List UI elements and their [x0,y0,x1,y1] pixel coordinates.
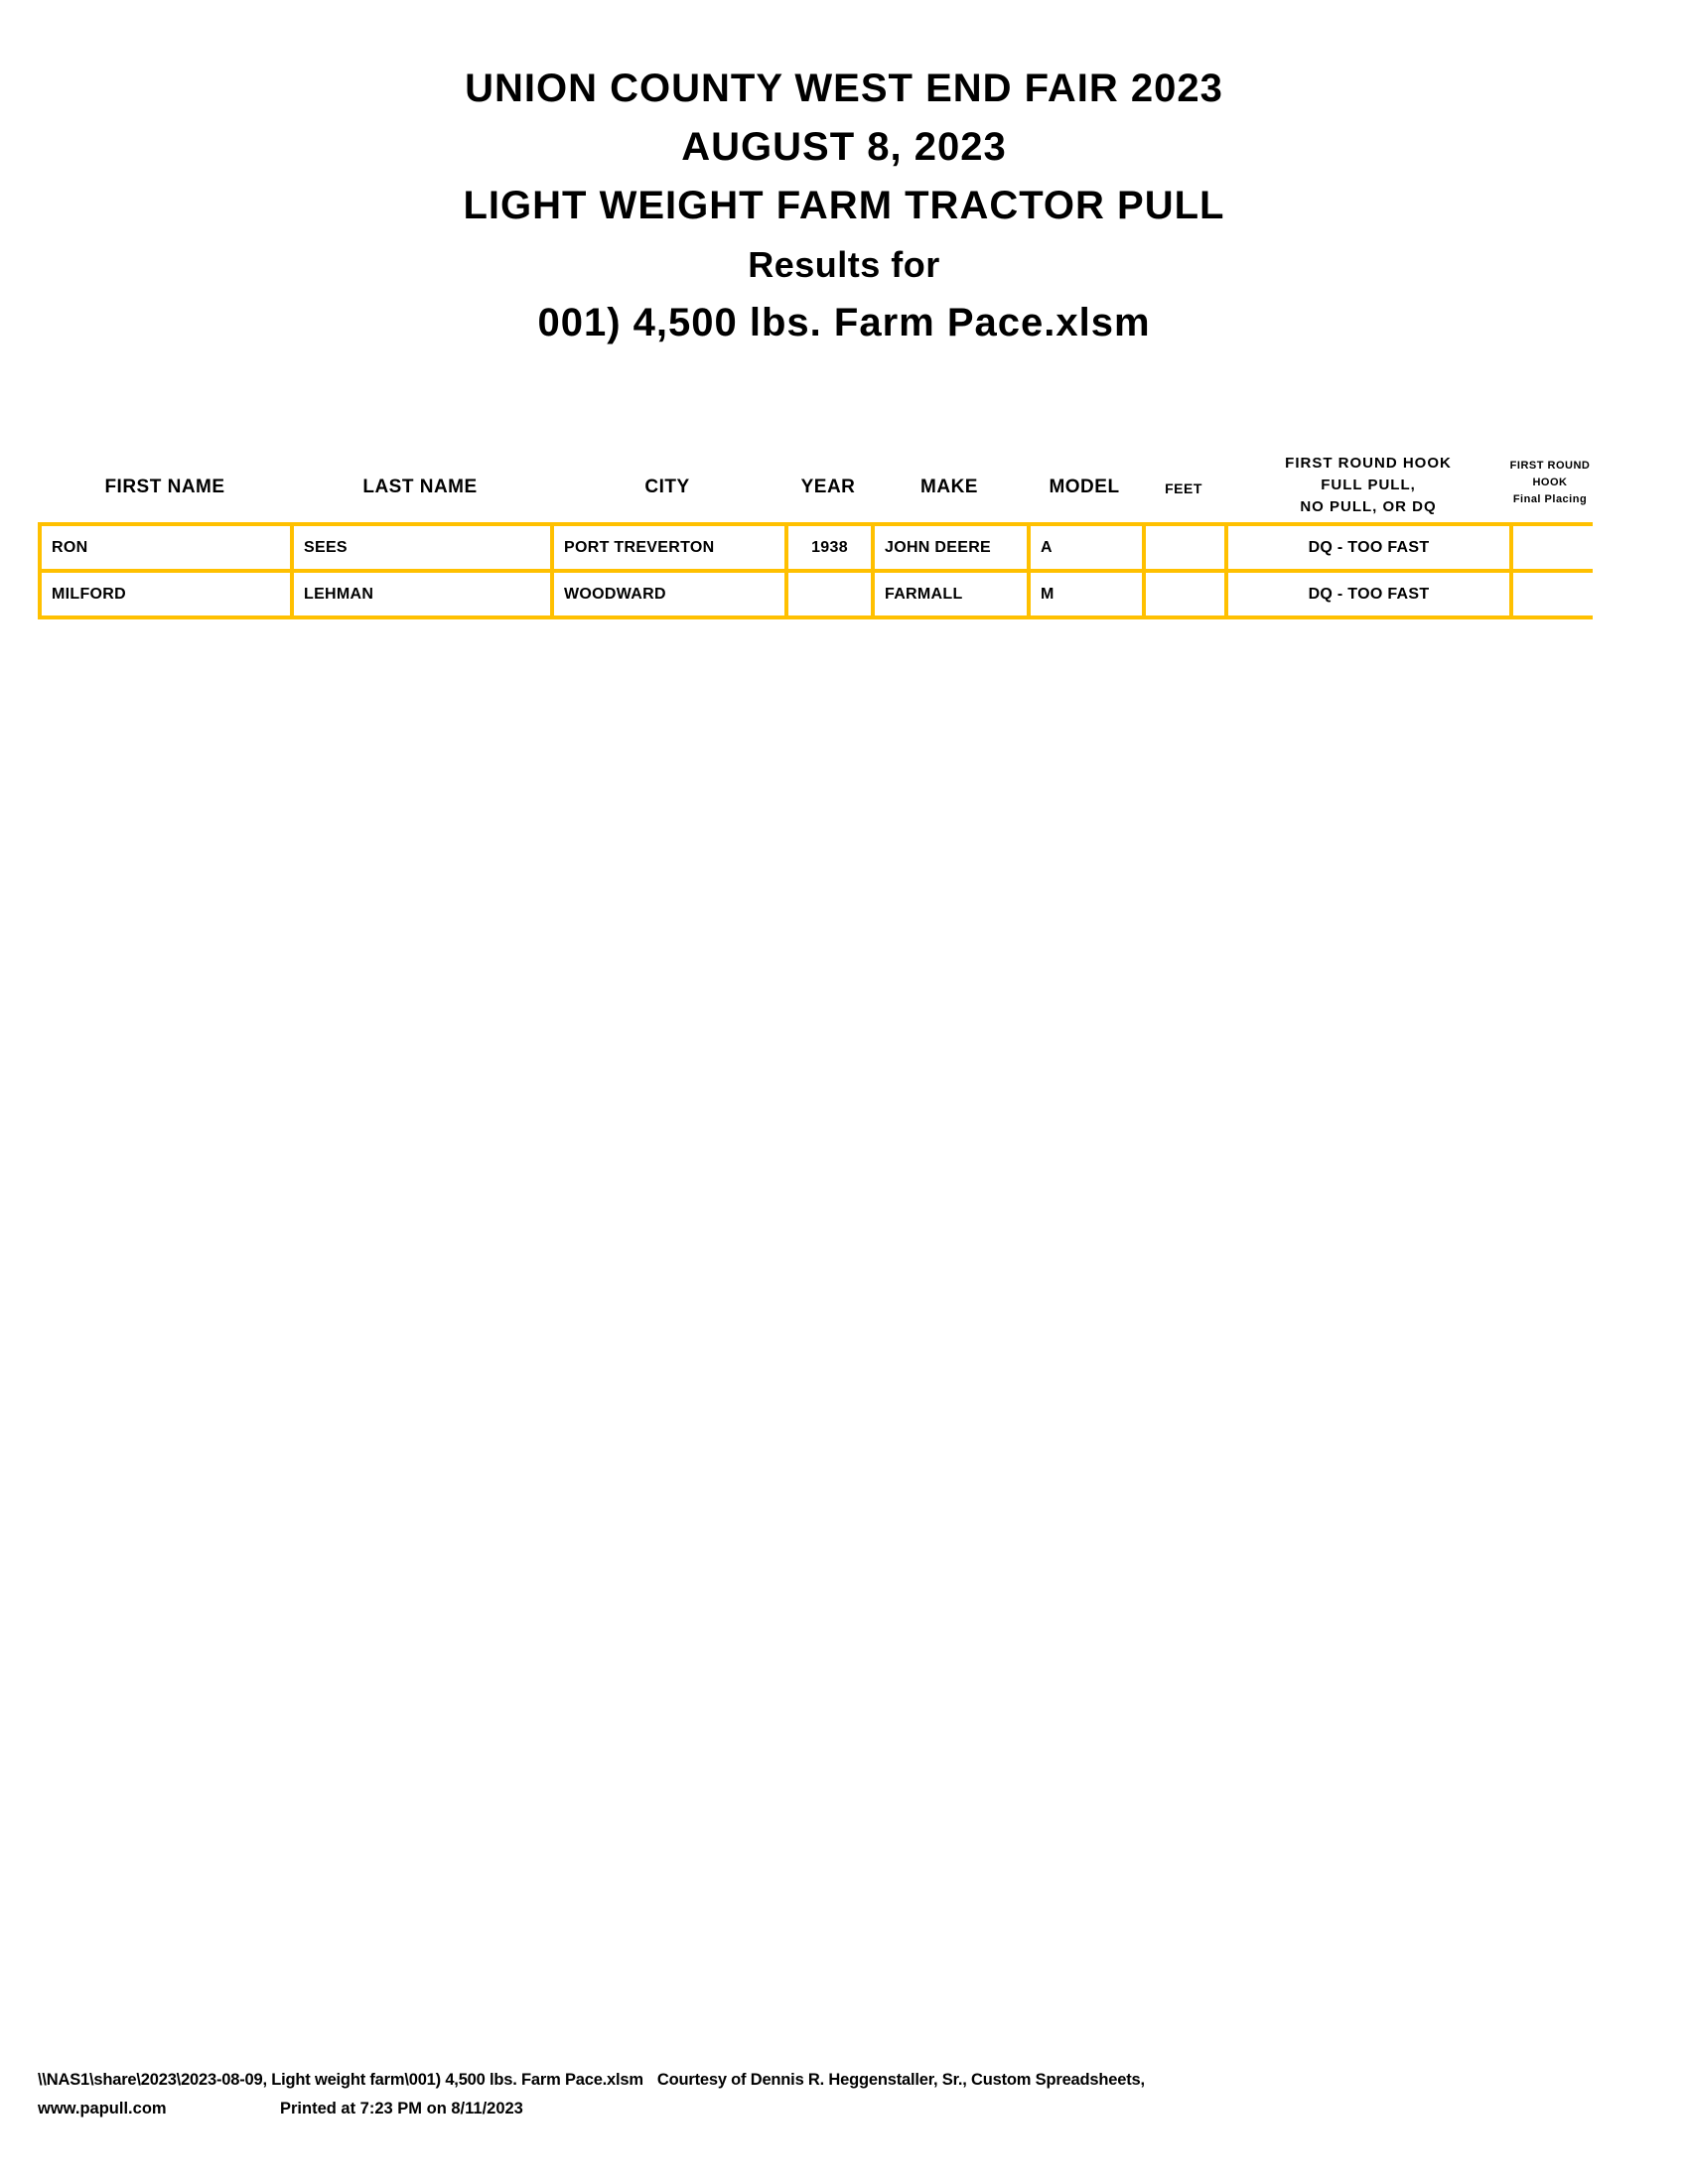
cell-city: WOODWARD [552,571,786,617]
footer-printed-timestamp: Printed at 7:23 PM on 8/11/2023 [280,2100,523,2117]
cell-hook-result: DQ - TOO FAST [1226,571,1511,617]
cell-last-name: LEHMAN [292,571,552,617]
col-header-model: MODEL [1049,477,1120,497]
footer-line1 [38,2071,1145,2090]
col-header-make: MAKE [920,477,978,497]
cell-model: A [1029,524,1144,571]
cell-feet [1144,571,1226,617]
cell-final-placing [1511,571,1593,617]
results-file-title: 001) 4,500 lbs. Farm Pace.xlsm [537,301,1151,344]
col-header-final-placing [1510,458,1591,508]
col-header-city: CITY [644,477,690,497]
cell-last-name: SEES [292,524,552,571]
final-header-line1: FIRST ROUND [1509,460,1591,472]
table-row [40,524,1593,571]
cell-make: FARMALL [873,571,1029,617]
results-table [38,522,1593,619]
cell-hook-result: DQ - TOO FAST [1226,524,1511,571]
table-row [40,571,1593,617]
event-date: AUGUST 8, 2023 [681,125,1007,169]
col-header-first-round-hook [1285,453,1452,518]
cell-year: 1938 [786,524,873,571]
final-header-line3: Final Placing [1512,493,1588,505]
col-header-year: YEAR [800,477,856,497]
cell-make: JOHN DEERE [873,524,1029,571]
results-for-label: Results for [748,244,940,285]
col-header-first-name: FIRST NAME [104,477,225,497]
cell-first-name: RON [40,524,292,571]
cell-city: PORT TREVERTON [552,524,786,571]
footer-website: www.papull.com [38,2100,167,2117]
cell-first-name: MILFORD [40,571,292,617]
hook-header-line1: FIRST ROUND HOOK [1285,455,1452,472]
col-header-feet: FEET [1165,480,1202,496]
cell-model: M [1029,571,1144,617]
event-class-title: LIGHT WEIGHT FARM TRACTOR PULL [463,184,1225,227]
hook-header-line3: NO PULL, OR DQ [1300,498,1437,515]
cell-final-placing [1511,524,1593,571]
cell-feet [1144,524,1226,571]
final-header-line2: HOOK [1532,477,1568,488]
hook-header-line2: FULL PULL, [1321,477,1416,493]
cell-year [786,571,873,617]
event-title: UNION COUNTY WEST END FAIR 2023 [465,67,1223,110]
col-header-last-name: LAST NAME [362,477,478,497]
document-header [0,60,1688,352]
footer-file-path: \\NAS1\share\2023\2023-08-09, Light weight farm\001) 4,500 lbs. Farm Pace.xlsm [38,2071,643,2089]
footer-courtesy: Courtesy of Dennis R. Heggenstaller, Sr., Custom Spreadsheets, [656,2071,1145,2089]
